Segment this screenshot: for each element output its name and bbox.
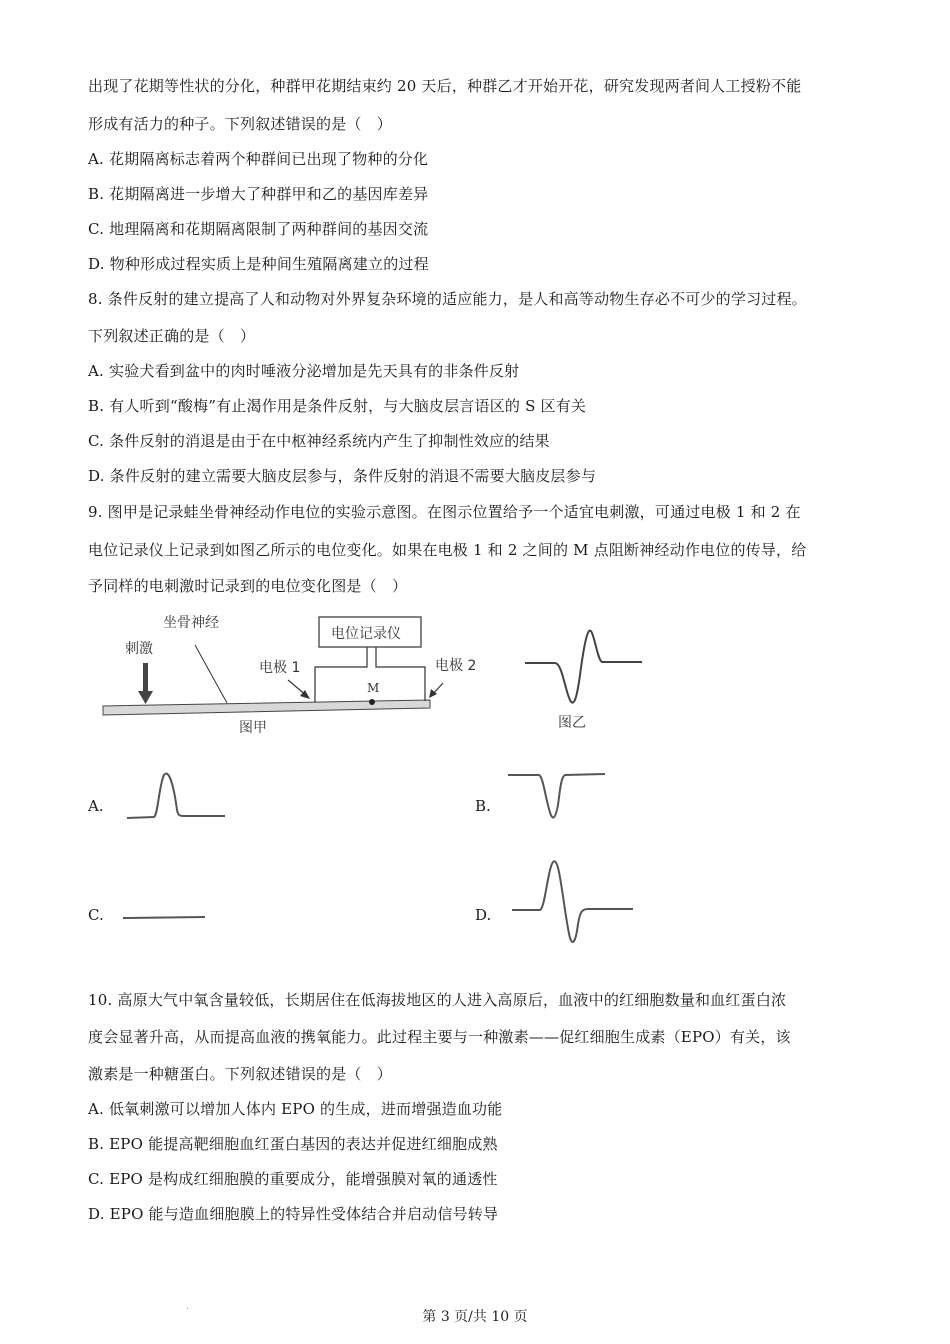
- q9-option-d-label: D.: [475, 906, 492, 924]
- q8-option-c: C. 条件反射的消退是由于在中枢神经系统内产生了抑制性效应的结果: [88, 432, 550, 450]
- q9-option-c-waveform: [120, 912, 210, 922]
- electrode-2-label: 电极 2: [435, 658, 477, 674]
- positive-peak-icon: [122, 765, 232, 825]
- q8-stem-line-2: 下列叙述正确的是（ ）: [88, 327, 256, 345]
- sciatic-nerve-label: 坐骨神经: [163, 615, 219, 631]
- negative-trough-icon: [505, 765, 610, 827]
- q9-option-d-waveform: [508, 852, 638, 948]
- figure-yi: [510, 615, 660, 740]
- flat-line-icon: [120, 912, 210, 922]
- q7-stem-line-1: 出现了花期等性状的分化，种群甲花期结束约 20 天后，种群乙才开始开花，研究发现两者间人工授粉不能: [88, 77, 802, 95]
- q8-stem-line-1: 8. 条件反射的建立提高了人和动物对外界复杂环境的适应能力，是人和高等动物生存必不可少的学习过程。: [88, 290, 807, 308]
- page-number: 第 3 页/共 10 页: [422, 1309, 528, 1325]
- q8-option-d: D. 条件反射的建立需要大脑皮层参与，条件反射的消退不需要大脑皮层参与: [88, 467, 597, 485]
- q9-stem-line-3: 予同样的电刺激时记录到的电位变化图是（ ）: [88, 577, 408, 595]
- q10-stem-line-1: 10. 高原大气中氧含量较低，长期居住在低海拔地区的人进入高原后，血液中的红细胞数量和血红蛋白浓: [88, 991, 787, 1009]
- q9-option-b-label: B.: [475, 797, 491, 815]
- figure-yi-caption: 图乙: [558, 715, 586, 731]
- point-m-label: M: [367, 681, 380, 695]
- q10-option-a: A. 低氧刺激可以增加人体内 EPO 的生成，进而增强造血功能: [88, 1100, 503, 1118]
- q7-option-b: B. 花期隔离进一步增大了种群甲和乙的基因库差异: [88, 185, 429, 203]
- q10-option-d: D. EPO 能与造血细胞膜上的特异性受体结合并启动信号转导: [88, 1205, 499, 1223]
- q7-option-d: D. 物种形成过程实质上是种间生殖隔离建立的过程: [88, 255, 429, 273]
- q7-option-c: C. 地理隔离和花期隔离限制了两种群间的基因交流: [88, 220, 429, 238]
- recorder-label: 电位记录仪: [331, 626, 401, 642]
- q9-option-a-waveform: [122, 765, 232, 825]
- q10-option-b: B. EPO 能提高靶细胞血红蛋白基因的表达并促进红细胞成熟: [88, 1135, 498, 1153]
- q9-stem-line-2: 电位记录仪上记录到如图乙所示的电位变化。如果在电极 1 和 2 之间的 M 点阻断神经动作电位的传导，给: [88, 541, 807, 559]
- q10-stem-line-3: 激素是一种糖蛋白。下列叙述错误的是（ ）: [88, 1065, 393, 1083]
- biphasic-positive-first-icon: [508, 852, 638, 948]
- electrode-1-label: 电极 1: [259, 660, 301, 676]
- stimulus-label: 刺激: [125, 641, 153, 657]
- q7-option-a: A. 花期隔离标志着两个种群间已出现了物种的分化: [88, 150, 429, 168]
- q9-option-b-waveform: [505, 765, 610, 827]
- q7-stem-line-2: 形成有活力的种子。下列叙述错误的是（ ）: [88, 115, 393, 133]
- figure-jia: [95, 605, 495, 745]
- q10-stem-line-2: 度会显著升高，从而提高血液的携氧能力。此过程主要与一种激素——促红细胞生成素（EPO）有关，该: [88, 1028, 791, 1046]
- q10-option-c: C. EPO 是构成红细胞膜的重要成分，能增强膜对氧的通透性: [88, 1170, 498, 1188]
- q9-stem-line-1: 9. 图甲是记录蛙坐骨神经动作电位的实验示意图。在图示位置给予一个适宜电刺激，可通过电极 1 和 2 在: [88, 503, 801, 521]
- figure-jia-caption: 图甲: [239, 720, 267, 736]
- q8-option-a: A. 实验犬看到盆中的肉时唾液分泌增加是先天具有的非条件反射: [88, 362, 520, 380]
- q9-option-c-label: C.: [88, 906, 104, 924]
- q9-option-a-label: A.: [88, 797, 104, 815]
- q8-option-b: B. 有人听到“酸梅”有止渴作用是条件反射，与大脑皮层言语区的 S 区有关: [88, 397, 587, 415]
